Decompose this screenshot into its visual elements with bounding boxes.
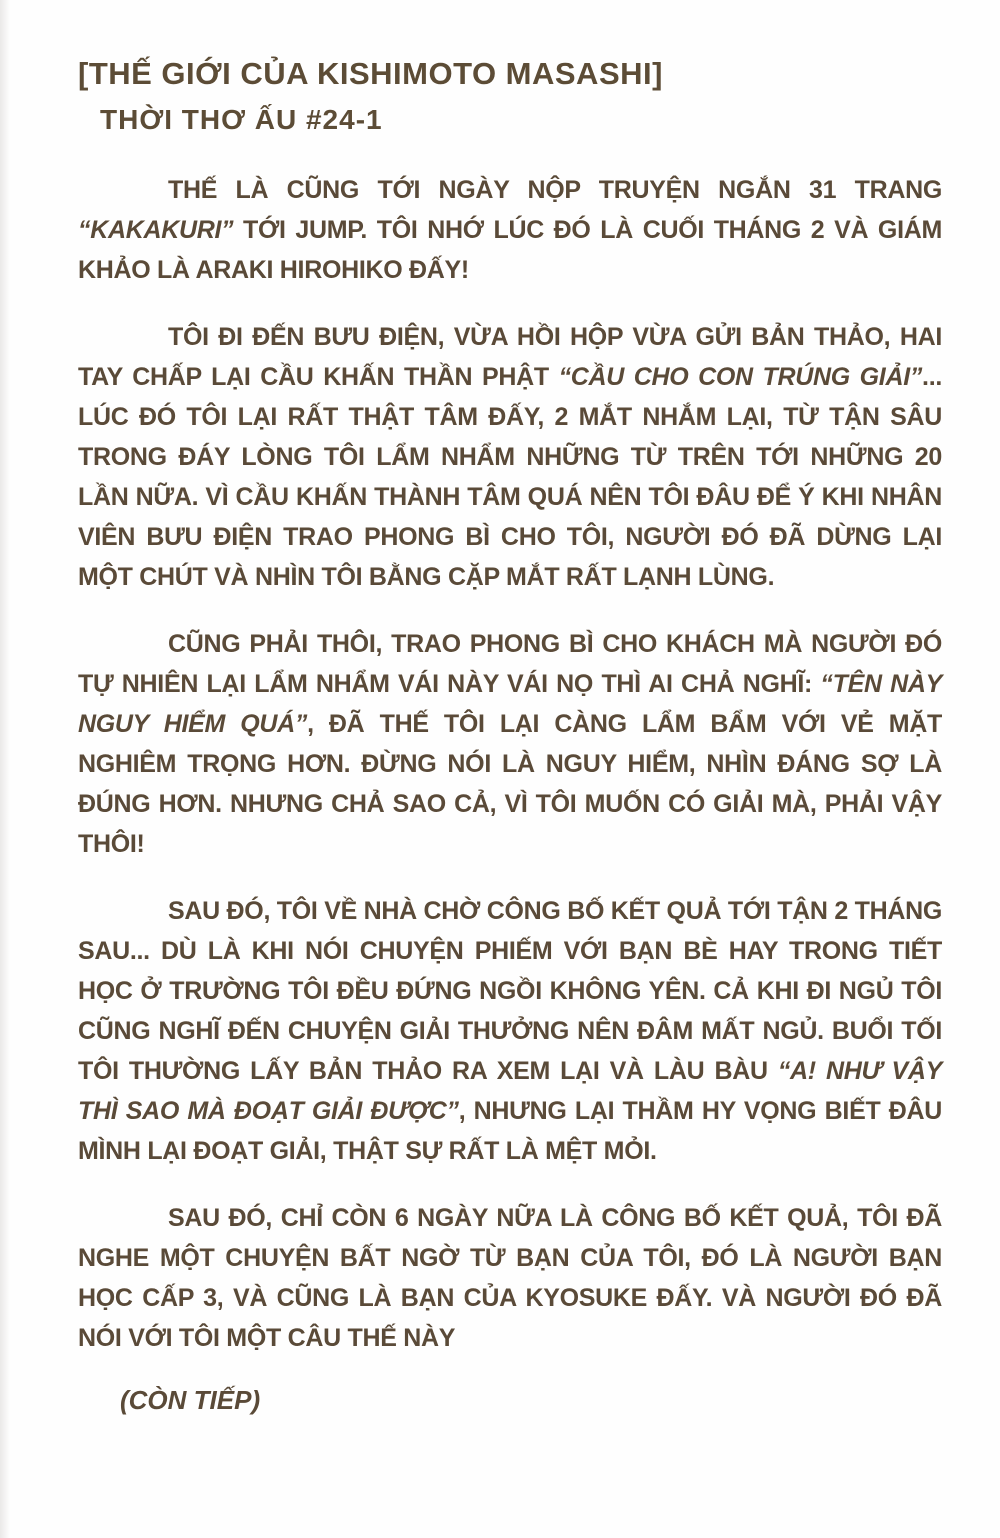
series-title: [THẾ GIỚI CỦA KISHIMOTO MASASHI] [78, 56, 663, 91]
paragraph-2-quote: “CẦU CHO CON TRÚNG GIẢI” [558, 363, 923, 391]
paragraph-2-text-after: ... LÚC ĐÓ TÔI LẠI RẤT THẬT TÂM ĐẤY, 2 MẮT NHẮM LẠI, TỪ TẬN SÂU TRONG ĐÁY LÒNG TÔI LẨM NHẨM NHỮNG TỪ TRÊN TỚI NHỮNG 20 LẦN NỮA. VÌ CẦU KHẤN THÀNH TÂM QUÁ NÊN TÔI ĐÂU ĐỂ Ý KHI NHÂN VIÊN BƯU ĐIỆN TRAO PHONG BÌ CHO TÔI, NGƯỜI ĐÓ ĐÃ DỪNG LẠI MỘT CHÚT VÀ NHÌN TÔI BẰNG CẶP MẮT RẤT LẠNH LÙNG. [78, 363, 942, 591]
paragraph-1 [78, 170, 942, 290]
paragraph-3-quote: “TÊN NÀY NGUY HIỂM QUÁ” [78, 670, 942, 738]
paragraph-4-text: SAU ĐÓ, TÔI VỀ NHÀ CHỜ CÔNG BỐ KẾT QUẢ TỚI TẬN 2 THÁNG SAU... DÙ LÀ KHI NÓI CHUYỆN PHIẾM VỚI BẠN BÈ HAY TRONG TIẾT HỌC Ở TRƯỜNG TÔI ĐỀU ĐỨNG NGỒI KHÔNG YÊN. CẢ KHI ĐI NGỦ TÔI CŨNG NGHĨ ĐẾN CHUYỆN GIẢI THƯỞNG NÊN ĐÂM MẤT NGỦ. BUỔI TỐI TÔI THƯỜNG LẤY BẢN THẢO RA XEM LẠI VÀ LÀU BÀU [78, 897, 942, 1085]
page-header [78, 56, 942, 136]
paragraph-3 [78, 624, 942, 864]
paragraph-4-quote: “A! NHƯ VẬY THÌ SAO MÀ ĐOẠT GIẢI ĐƯỢC” [78, 1057, 942, 1125]
paragraph-3-text: CŨNG PHẢI THÔI, TRAO PHONG BÌ CHO KHÁCH MÀ NGƯỜI ĐÓ TỰ NHIÊN LẠI LẨM NHẨM VÁI NÀY VÁI NỌ THÌ AI CHẢ NGHĨ: [78, 630, 942, 698]
paragraph-5-text: SAU ĐÓ, CHỈ CÒN 6 NGÀY NỮA LÀ CÔNG BỐ KẾT QUẢ, TÔI ĐÃ NGHE MỘT CHUYỆN BẤT NGỜ TỪ BẠN CỦA TÔI, ĐÓ LÀ NGƯỜI BẠN HỌC CẤP 3, VÀ CŨNG LÀ BẠN CỦA KYOSUKE ĐẤY. VÀ NGƯỜI ĐÓ ĐÃ NÓI VỚI TÔI MỘT CÂU THẾ NÀY [78, 1204, 942, 1352]
paragraph-5 [78, 1198, 942, 1358]
paragraph-2 [78, 317, 942, 597]
paragraph-3-text-after: , ĐÃ THẾ TÔI LẠI CÀNG LẨM BẨM VỚI VẺ MẶT NGHIÊM TRỌNG HƠN. ĐỪNG NÓI LÀ NGUY HIỂM, NHÌN ĐÁNG SỢ LÀ ĐÚNG HƠN. NHƯNG CHẢ SAO CẢ, VÌ TÔI MUỐN CÓ GIẢI MÀ, PHẢI VẬY THÔI! [78, 710, 942, 858]
paragraph-4-text-after: , NHƯNG LẠI THẦM HY VỌNG BIẾT ĐÂU MÌNH LẠI ĐOẠT GIẢI, THẬT SỰ RẤT LÀ MỆT MỎI. [78, 1097, 943, 1165]
paragraph-2-text: TÔI ĐI ĐẾN BƯU ĐIỆN, VỪA HỒI HỘP VỪA GỬI BẢN THẢO, HAI TAY CHẤP LẠI CẦU KHẤN THẦN PHẬT [78, 323, 942, 391]
chapter-subtitle: THỜI THƠ ẤU #24-1 [100, 104, 383, 135]
story-body [78, 170, 942, 1358]
to-be-continued-note: (CÒN TIẾP) [120, 1385, 261, 1415]
paragraph-1-quote: “KAKAKURI” [78, 216, 234, 244]
paragraph-4 [78, 891, 942, 1171]
paragraph-1-text-after: TỚI JUMP. TÔI NHỚ LÚC ĐÓ LÀ CUỐI THÁNG 2 VÀ GIÁM KHẢO LÀ ARAKI HIROHIKO ĐẤY! [78, 216, 942, 284]
paragraph-1-text: THẾ LÀ CŨNG TỚI NGÀY NỘP TRUYỆN NGẮN 31 TRANG [168, 176, 942, 204]
